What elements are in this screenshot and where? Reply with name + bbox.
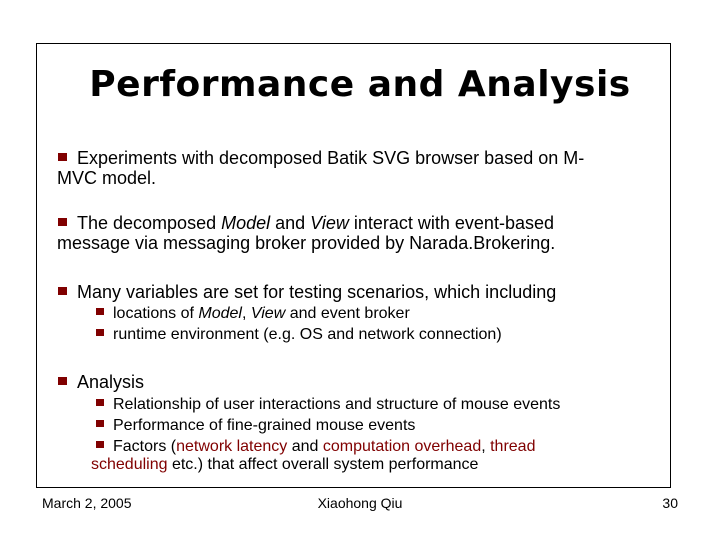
square-bullet-icon [58,377,67,385]
footer-date: March 2, 2005 [42,495,132,511]
footer-page-number: 30 [662,495,678,511]
slide-title: Performance and Analysis [89,64,631,105]
sub-bullet-runtime: runtime environment (e.g. OS and network connection) [96,325,502,345]
sub-bullet-performance: Performance of fine-grained mouse events [96,416,415,436]
square-bullet-icon [96,329,104,336]
bullet-variables: Many variables are set for testing scenarios, which including [58,282,556,302]
sub-bullet-locations: locations of Model, View and event broker [96,304,410,324]
sub-bullet-factors: Factors (network latency and computation overhead, thread [96,437,535,457]
square-bullet-icon [58,153,67,161]
square-bullet-icon [96,420,104,427]
footer-author: Xiaohong Qiu [317,495,403,511]
square-bullet-icon [96,399,104,406]
square-bullet-icon [58,287,67,295]
bullet-experiments-cont: MVC model. [57,168,157,188]
sub-bullet-relationship: Relationship of user interactions and structure of mouse events [96,395,560,415]
bullet-experiments: Experiments with decomposed Batik SVG browser based on M- [58,148,584,168]
bullet-analysis: Analysis [58,372,144,392]
square-bullet-icon [58,218,67,226]
bullet-decomposed: The decomposed Model and View interact with event-based [58,213,554,233]
square-bullet-icon [96,308,104,315]
bullet-decomposed-cont: message via messaging broker provided by Narada.Brokering. [57,233,556,253]
square-bullet-icon [96,441,104,448]
sub-bullet-factors-cont: scheduling etc.) that affect overall system performance [91,456,479,473]
